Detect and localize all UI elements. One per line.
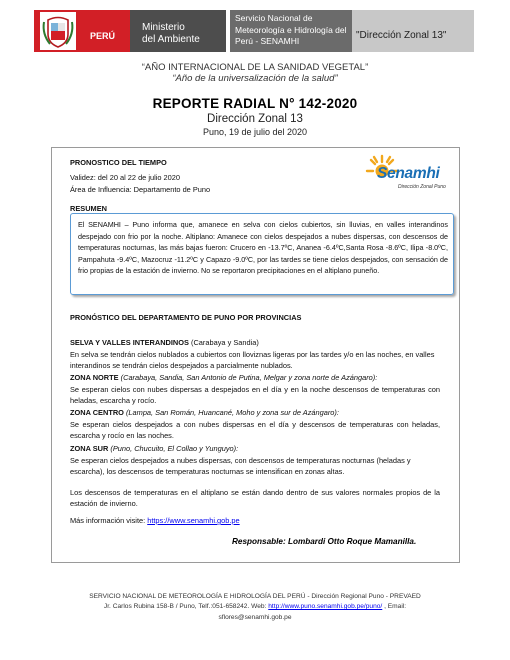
senamhi-logo-tagline: Dirección Zonal Puno bbox=[398, 184, 446, 190]
footer-email-label: , Email: bbox=[382, 603, 407, 611]
section-name: ZONA NORTE bbox=[70, 373, 119, 382]
ministry-name bbox=[142, 22, 226, 46]
section-name: SELVA Y VALLES INTERANDINOS bbox=[70, 338, 189, 347]
agency-line-2: Meteorología e Hidrología del bbox=[235, 24, 347, 35]
responsible-signature: Responsable: Lombardi Otto Roque Mamanilla. bbox=[232, 537, 417, 546]
footer-email: sflores@senamhi.gob.pe bbox=[218, 613, 292, 621]
agency-name bbox=[235, 13, 353, 48]
section-places: (Carabaya, Sandia, San Antonio de Putina, Melgar y zona norte de Azángaro): bbox=[118, 373, 378, 382]
section-title bbox=[70, 372, 377, 383]
report-title: REPORTE RADIAL N° 142-2020 bbox=[152, 96, 358, 111]
section-text: Se esperan cielos despejados a nubes dispersas, con descensos de temperaturas nocturnas (heladas y escarcha), los descensos de temperaturas nocturnas se intensifican en zonas altas. bbox=[70, 456, 411, 477]
section-title bbox=[70, 443, 238, 454]
agency-line-1: Servicio Nacional de bbox=[235, 13, 313, 23]
zone-label: "Dirección Zonal 13" bbox=[356, 30, 447, 41]
footer-line-1: SERVICIO NACIONAL DE METEOROLOGÍA E HIDROLOGÍA DEL PERÚ - Dirección Regional Puno - PREVAED bbox=[89, 593, 421, 600]
footer-web-link[interactable]: http://www.puno.senamhi.gob.pe/puno/ bbox=[268, 603, 383, 611]
area-text: Área de Influencia: Departamento de Puno bbox=[70, 185, 211, 194]
section-text: En selva se tendrán cielos nublados a cubiertos con lloviznas ligeras por las tardes y/o en las noches, en valles interandinos se tendrán cielos despejados a parcialmente nublados. bbox=[70, 350, 435, 371]
summary-text: El SENAMHI – Puno informa que, amanece en selva con cielos cubiertos, sin lluvias, en valles interandinos despejado con frio por la noche. Altiplano: Amanece con cielos despejados a nubes dispersas, con descensos de temperaturas nocturnas, las más bajas fueron: Crucero en -13.7ºC, Ananea -6.4ºC,Santa Rosa -8.6ºC, Ilipa -8.0ºC, Pampahuta -9.4ºC, Mazocruz -11.2ºC y Capazo -9.0ºC, por las tardes se tiene cielos despejados, con sensación de frio propias de la estación de invierno. No se reportaron precipitaciones en el altiplano puneño. bbox=[78, 220, 448, 276]
section-title bbox=[70, 407, 339, 418]
footer-line-2 bbox=[60, 602, 450, 612]
coat-of-arms-icon bbox=[40, 12, 76, 50]
summary-heading: RESUMEN bbox=[70, 204, 107, 213]
year-name: “Año de la universalización de la salud” bbox=[172, 73, 338, 84]
forecast-heading: PRONOSTICO DEL TIEMPO bbox=[70, 158, 167, 167]
agency-line-3: Perú - SENAMHI bbox=[235, 36, 300, 46]
section-places: (Puno, Chucuito, El Collao y Yunguyo): bbox=[108, 444, 239, 453]
more-info-label: Más información visite: bbox=[70, 516, 148, 525]
country-label: PERÚ bbox=[90, 31, 116, 41]
footer bbox=[60, 592, 450, 623]
section-text: Se esperan cielos despejados a con nubes dispersas en el día y descensos de temperaturas con heladas, escarcha y rocío en las noches. bbox=[70, 420, 440, 441]
footer-address: Jr. Carlos Rubina 158-B / Puno, Telf.:051-658242. Web: bbox=[103, 603, 269, 611]
section-name: ZONA SUR bbox=[70, 444, 109, 453]
section-title bbox=[70, 337, 259, 348]
section-name: ZONA CENTRO bbox=[70, 408, 124, 417]
ministry-line-1: Ministerio bbox=[142, 22, 185, 33]
senamhi-logo-wordmark: Senamhi bbox=[377, 165, 440, 182]
report-subtitle: Dirección Zonal 13 bbox=[207, 113, 303, 125]
section-text: Se esperan cielos con nubes dispersas a despejados en el día y en la noche descensos de temperaturas con heladas, escarcha y rocío. bbox=[70, 385, 440, 406]
ministry-line-2: del Ambiente bbox=[142, 34, 200, 45]
more-info bbox=[70, 515, 240, 526]
closing-text: Los descensos de temperaturas en el altiplano se están dando dentro de sus valores normales propios de la estación de invierno. bbox=[70, 488, 440, 509]
more-info-link[interactable]: https://www.senamhi.gob.pe bbox=[147, 516, 240, 525]
section-places: (Carabaya y Sandia) bbox=[188, 338, 259, 347]
validity-text: Validez: del 20 al 22 de julio 2020 bbox=[70, 173, 180, 182]
year-motto: “AÑO INTERNACIONAL DE LA SANIDAD VEGETAL” bbox=[141, 62, 369, 73]
place-date: Puno, 19 de julio del 2020 bbox=[202, 127, 308, 137]
section-places: (Lampa, San Román, Huancané, Moho y zona sur de Azángaro): bbox=[123, 408, 339, 417]
provinces-heading: PRONÓSTICO DEL DEPARTAMENTO DE PUNO POR PROVINCIAS bbox=[70, 313, 302, 322]
